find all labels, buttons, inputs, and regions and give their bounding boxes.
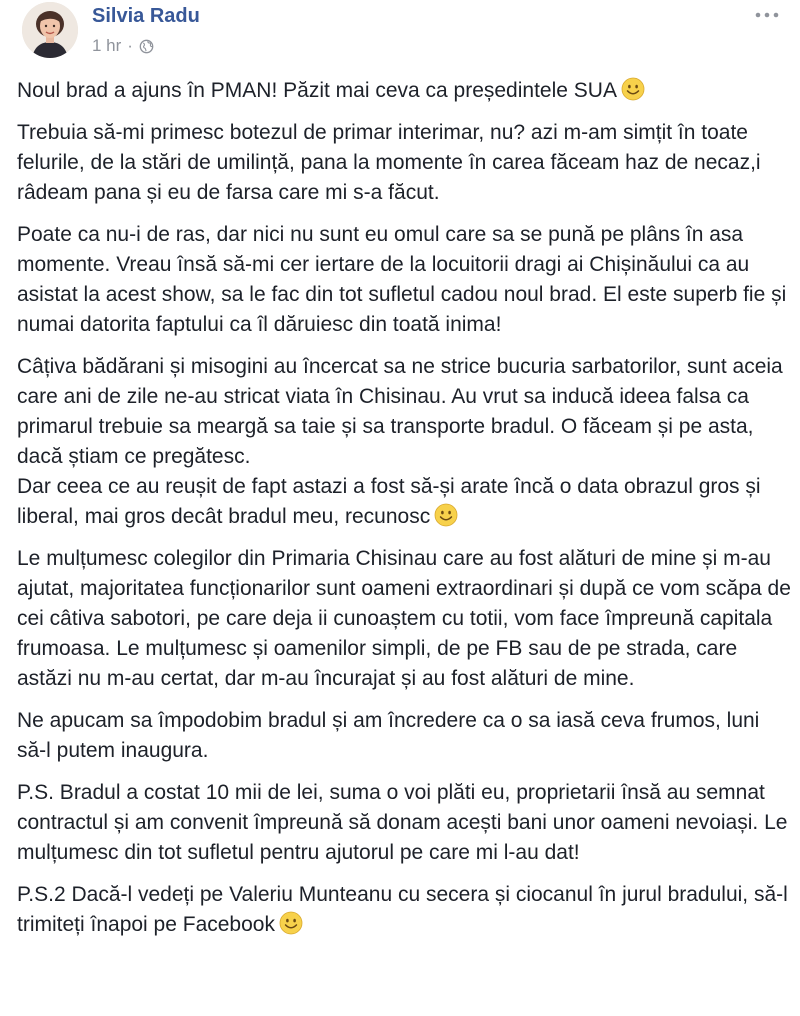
author-avatar[interactable] [22, 2, 78, 58]
paragraph-text: Trebuia să-mi primesc botezul de primar interimar, nu? azi m-am simțit în toate felurile, de la stări de umilință, pana la momente în carea făceam haz de necaz,i râdeam pana și eu de farsa care mi s-a făcut. [17, 121, 761, 204]
paragraph-text: Poate ca nu-i de ras, dar nici nu sunt eu omul care sa se pună pe plâns în asa momente. Vreau însă să-mi cer iertare de la locuitorii dragi ai Chișinăului ca au asistat la acest show, sa le fac din tot sufletul cadou noul brad. El este superb fie și numai datorita faptului ca îl dăruiesc din toată inima! [17, 223, 787, 336]
post-paragraph [17, 778, 791, 868]
globe-icon[interactable] [139, 39, 154, 54]
post-meta [92, 36, 154, 56]
post-paragraph [17, 352, 791, 532]
paragraph-text: Noul brad a ajuns în PMAN! Păzit mai ceva ca președintele SUA [17, 79, 617, 102]
author-name[interactable]: Silvia Radu [92, 5, 200, 27]
paragraph-text: Dar ceea ce au reușit de fapt astazi a fost să-și arate încă o data obrazul gros și liberal, mai gros decât bradul meu, recunosc [17, 475, 761, 528]
avatar-photo [22, 2, 78, 58]
post-paragraph [17, 544, 791, 694]
post-paragraph [17, 220, 791, 340]
post-body [17, 76, 791, 952]
post-timestamp[interactable]: 1 hr [92, 36, 122, 55]
paragraph-text: P.S. Bradul a costat 10 mii de lei, suma o voi plăti eu, proprietarii însă au semnat contractul și am convenit împreună să donam acești bani unor oameni nevoiași. Le mulțumesc din tot sufletul pentru ajutorul pe care mi l-au dat! [17, 781, 788, 864]
paragraph-text: Câțiva bădărani și misogini au încercat sa ne strice bucuria sarbatorilor, sunt aceia care ani de zile ne-au stricat viata în Chisinau. Au vrut sa inducă ideea falsa ca primarul trebuie sa meargă sa taie și sa transporte bradul. O făceam și pe asta, dacă știam ce pregătesc. [17, 355, 783, 468]
post-paragraph [17, 880, 791, 940]
paragraph-text: P.S.2 Dacă-l vedeți pe Valeriu Munteanu cu secera și ciocanul în jurul bradului, să-l trimiteți înapoi pe Facebook [17, 883, 788, 936]
more-options-icon[interactable] [752, 4, 782, 26]
post-paragraph [17, 76, 791, 106]
paragraph-text: Le mulțumesc colegilor din Primaria Chisinau care au fost alături de mine și m-au ajutat, majoritatea funcționarilor sunt oameni extraordinari și după ce vom scăpa de cei câtiva sabotori, pe care deja ii cunoaștem cu totii, vom face împreună capitala frumoasa. Le mulțumesc și oamenilor simpli, de pe FB sau de pe strada, care astăzi nu m-au certat, dar m-au încurajat și au fost alături de mine. [17, 547, 791, 690]
post-paragraph [17, 706, 791, 766]
smiley-emoji-icon [279, 911, 303, 935]
smiley-emoji-icon [621, 77, 645, 101]
meta-separator: · [127, 36, 133, 55]
smiley-emoji-icon [434, 503, 458, 527]
post-paragraph [17, 118, 791, 208]
paragraph-text: Ne apucam sa împodobim bradul și am încredere ca o sa iasă ceva frumos, luni să-l putem inaugura. [17, 709, 760, 762]
